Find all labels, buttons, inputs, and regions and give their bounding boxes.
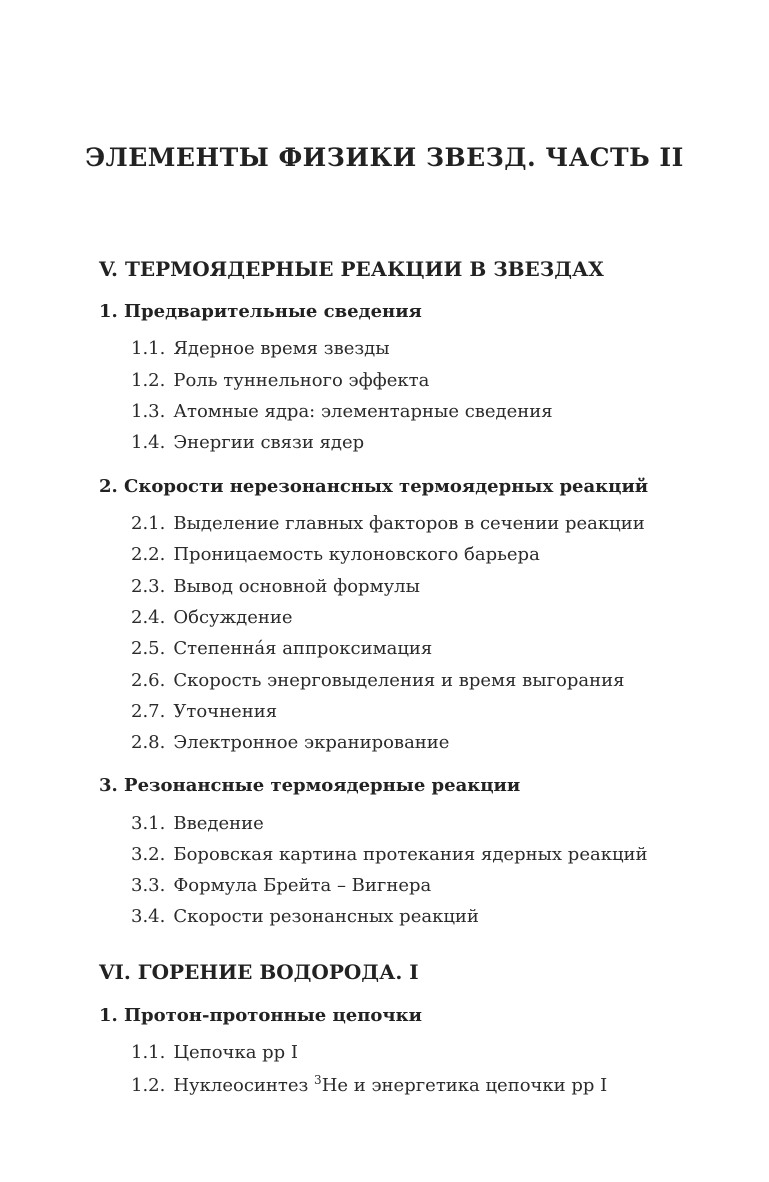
toc-item: 2.1. Выделение главных факторов в сечении реакции	[131, 513, 645, 534]
toc-item: 3.1. Введение	[131, 813, 264, 834]
part-heading-vi: VI. ГОРЕНИЕ ВОДОРОДА. I	[99, 960, 419, 984]
toc-item: 2.2. Проницаемость кулоновского барьера	[131, 544, 540, 565]
toc-item: 2.3. Вывод основной формулы	[131, 576, 420, 597]
toc-item: 3.3. Формула Брейта – Вигнера	[131, 875, 432, 896]
toc-item: 3.4. Скорости резонансных реакций	[131, 906, 479, 927]
toc-item: 1.2. Роль туннельного эффекта	[131, 370, 430, 391]
toc-item: 2.5. Степенна́я аппроксимация	[131, 638, 433, 659]
toc-item-text-prefix: Нуклеосинтез	[173, 1075, 315, 1096]
toc-item: 1.3. Атомные ядра: элементарные сведения	[131, 401, 553, 422]
section-heading-v-1: 1. Предварительные сведения	[99, 301, 422, 322]
toc-item: 2.8. Электронное экранирование	[131, 732, 450, 753]
toc-item: 1.4. Энергии связи ядер	[131, 432, 365, 453]
toc-item: 3.2. Боровская картина протекания ядерных реакций	[131, 844, 648, 865]
page-title: ЭЛЕМЕНТЫ ФИЗИКИ ЗВЕЗД. ЧАСТЬ II	[85, 143, 684, 172]
toc-item-text-suffix: He и энергетика цепочки pp I	[321, 1075, 608, 1096]
section-heading-v-2: 2. Скорости нерезонансных термоядерных реакций	[99, 476, 649, 497]
superscript-mass-number: 3	[314, 1073, 322, 1087]
section-heading-vi-1: 1. Протон-протонные цепочки	[99, 1005, 422, 1026]
section-heading-v-3: 3. Резонансные термоядерные реакции	[99, 775, 521, 796]
toc-item: 2.4. Обсуждение	[131, 607, 293, 628]
toc-item: 1.1. Цепочка pp I	[131, 1042, 299, 1063]
part-heading-v: V. ТЕРМОЯДЕРНЫЕ РЕАКЦИИ В ЗВЕЗДАХ	[99, 257, 604, 281]
toc-item: 1.1. Ядерное время звезды	[131, 338, 390, 359]
toc-item: 2.6. Скорость энерговыделения и время выгорания	[131, 670, 625, 691]
toc-item: 2.7. Уточнения	[131, 701, 278, 722]
toc-item: 1.2. Нуклеосинтез $^3$He и энергетика цепочки pp I	[131, 1073, 608, 1096]
